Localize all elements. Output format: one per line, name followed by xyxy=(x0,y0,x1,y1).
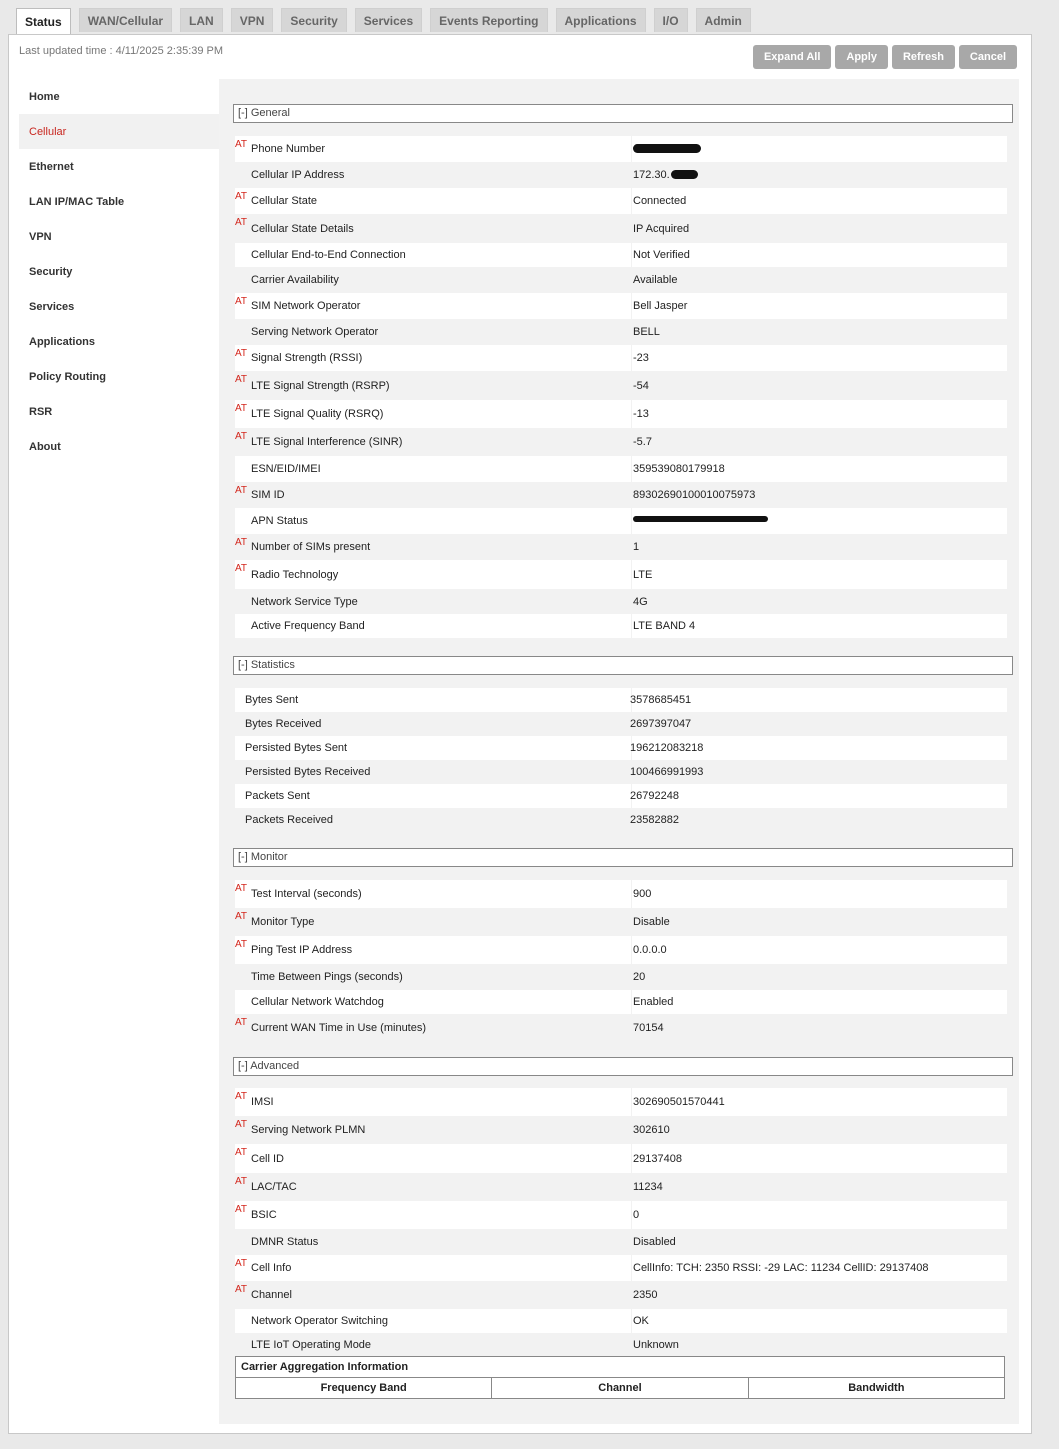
column-divider xyxy=(631,267,632,293)
table-row xyxy=(235,1201,1007,1229)
at-badge: AT xyxy=(235,431,248,442)
row-value: 4G xyxy=(633,595,648,608)
row-value: 89302690100010075973 xyxy=(633,489,756,501)
carrier-aggregation-table xyxy=(235,1356,1005,1399)
row-label: Persisted Bytes Received xyxy=(245,766,371,778)
row-value: 172.30. xyxy=(633,169,670,181)
main-frame xyxy=(8,34,1032,1434)
row-label: Cell ID xyxy=(251,1152,285,1165)
column-divider xyxy=(631,964,632,990)
row-label: LAC/TAC xyxy=(251,1181,297,1193)
at-badge: AT xyxy=(235,1204,248,1215)
row-label: LTE Signal Strength (RSRP) xyxy=(251,379,390,392)
row-label: APN Status xyxy=(251,515,308,527)
table-row xyxy=(235,808,1007,832)
column-divider xyxy=(631,456,632,482)
sidebar-item-cellular[interactable]: Cellular xyxy=(19,114,219,149)
row-value: 29137408 xyxy=(633,1152,682,1165)
row-value: 2350 xyxy=(633,1289,658,1301)
row-label: IMSI xyxy=(251,1096,274,1108)
table-row xyxy=(235,188,1007,214)
row-label: LTE Signal Quality (RSRQ) xyxy=(251,408,384,420)
table-row xyxy=(235,964,1007,990)
column-divider xyxy=(631,162,632,188)
sidebar-item-about[interactable]: About xyxy=(29,440,61,453)
column-divider xyxy=(631,319,632,345)
table-row xyxy=(235,589,1007,614)
row-value: 900 xyxy=(633,888,652,900)
table-row xyxy=(235,534,1007,560)
row-value: CellInfo: TCH: 2350 RSSI: -29 LAC: 11234 CellID: 29137408 xyxy=(633,1262,929,1274)
row-value: Not Verified xyxy=(633,249,690,261)
table-row xyxy=(235,1173,1007,1201)
row-value: 70154 xyxy=(633,1022,664,1034)
carrier-aggregation-title: Carrier Aggregation Information xyxy=(236,1357,1004,1378)
row-value: -5.7 xyxy=(633,436,652,448)
row-value: -13 xyxy=(633,408,649,420)
at-badge: AT xyxy=(235,217,248,228)
tab-wan-cellular[interactable]: WAN/Cellular xyxy=(79,8,172,32)
row-label: Ping Test IP Address xyxy=(251,944,353,956)
column-divider xyxy=(631,880,632,908)
apply-button[interactable]: Apply xyxy=(835,45,888,69)
row-label: Active Frequency Band xyxy=(251,620,365,632)
row-value: 2697397047 xyxy=(630,718,692,730)
table-row xyxy=(235,760,1007,784)
sidebar-item-ethernet[interactable]: Ethernet xyxy=(29,160,74,173)
row-label: LTE Signal Interference (SINR) xyxy=(251,436,403,448)
row-label: LTE IoT Operating Mode xyxy=(251,1339,372,1351)
row-value: 196212083218 xyxy=(630,742,704,754)
table-row xyxy=(235,345,1007,371)
row-value: 11234 xyxy=(633,1181,663,1193)
column-divider xyxy=(631,1281,632,1309)
row-label: Cellular End-to-End Connection xyxy=(251,249,406,261)
row-label: Current WAN Time in Use (minutes) xyxy=(251,1022,427,1034)
table-row xyxy=(235,428,1007,456)
row-value: BELL xyxy=(633,326,660,338)
row-value: Connected xyxy=(633,195,687,207)
at-badge: AT xyxy=(235,1176,248,1187)
row-value: 3578685451 xyxy=(630,694,692,706)
row-label: ESN/EID/IMEI xyxy=(251,463,321,475)
row-label: Test Interval (seconds) xyxy=(251,888,362,900)
tab-lan[interactable]: LAN xyxy=(180,8,223,32)
at-badge: AT xyxy=(235,296,248,307)
table-row xyxy=(235,614,1007,638)
row-value: LTE BAND 4 xyxy=(633,620,696,632)
table-row xyxy=(235,1116,1007,1144)
column-divider xyxy=(631,990,632,1014)
tab-status[interactable]: Status xyxy=(16,8,71,35)
general-section-header[interactable]: [-] General xyxy=(233,104,1013,123)
row-value: Unknown xyxy=(633,1339,679,1351)
tab-applications[interactable]: Applications xyxy=(556,8,646,32)
tab-events-reporting[interactable]: Events Reporting xyxy=(430,8,547,32)
row-label: Persisted Bytes Sent xyxy=(245,742,348,754)
sidebar-item-home[interactable]: Home xyxy=(29,90,60,103)
carrier-aggregation-header xyxy=(236,1378,1004,1398)
column-divider xyxy=(631,1255,632,1281)
row-label: Serving Network Operator xyxy=(251,326,379,338)
statistics-section-header[interactable]: [-] Statistics xyxy=(233,656,1013,675)
at-badge: AT xyxy=(235,1284,248,1295)
column-header: Bandwidth xyxy=(848,1382,905,1394)
table-row xyxy=(235,1333,1007,1357)
row-value: 302610 xyxy=(633,1124,670,1136)
general-rows xyxy=(235,136,1007,638)
monitor-rows xyxy=(235,880,1007,1042)
redaction-scribble xyxy=(633,144,701,153)
column-divider xyxy=(631,400,632,428)
row-label: Network Service Type xyxy=(251,595,358,608)
column-divider xyxy=(631,614,632,638)
row-label: SIM Network Operator xyxy=(251,300,361,312)
column-divider xyxy=(631,1173,632,1201)
tab-security[interactable]: Security xyxy=(281,8,346,32)
column-divider xyxy=(631,243,632,267)
column-divider xyxy=(631,214,632,243)
column-divider xyxy=(631,1309,632,1333)
monitor-section-header[interactable]: [-] Monitor xyxy=(233,848,1013,867)
at-badge: AT xyxy=(235,563,248,574)
row-label: Carrier Availability xyxy=(251,274,339,286)
column-divider xyxy=(631,908,632,936)
expand-all-button[interactable]: Expand All xyxy=(753,45,831,69)
row-label: Cellular Network Watchdog xyxy=(251,996,384,1008)
row-label: Bytes Sent xyxy=(245,694,299,706)
table-row xyxy=(235,712,1007,736)
tab-vpn[interactable]: VPN xyxy=(231,8,274,32)
column-divider xyxy=(631,293,632,319)
table-row xyxy=(235,1144,1007,1173)
row-label: Serving Network PLMN xyxy=(251,1124,366,1136)
column-divider xyxy=(631,534,632,560)
row-label: Cellular State Details xyxy=(251,222,354,235)
row-value: LTE xyxy=(633,568,653,581)
row-label: Signal Strength (RSSI) xyxy=(251,352,363,364)
table-row xyxy=(235,214,1007,243)
row-label: DMNR Status xyxy=(251,1236,319,1248)
column-divider xyxy=(631,1116,632,1144)
table-row xyxy=(235,784,1007,808)
column-divider xyxy=(631,482,632,508)
at-badge: AT xyxy=(235,485,248,496)
sidebar-item-policy-routing[interactable]: Policy Routing xyxy=(29,370,106,383)
table-row xyxy=(235,560,1007,589)
row-label: Radio Technology xyxy=(251,568,339,581)
at-badge: AT xyxy=(235,139,248,150)
table-row xyxy=(235,162,1007,188)
toolbar xyxy=(753,45,1017,69)
row-label: Monitor Type xyxy=(251,916,315,928)
row-label: Phone Number xyxy=(251,143,325,155)
table-row xyxy=(235,319,1007,345)
table-row xyxy=(235,293,1007,319)
table-row xyxy=(235,456,1007,482)
column-divider xyxy=(631,428,632,456)
column-header: Frequency Band xyxy=(236,1378,492,1398)
column-divider xyxy=(631,936,632,964)
tab-services[interactable]: Services xyxy=(355,8,422,32)
column-divider xyxy=(631,1144,632,1173)
column-divider xyxy=(631,1229,632,1255)
table-row xyxy=(235,371,1007,400)
row-value: 359539080179918 xyxy=(633,463,725,475)
row-value: Disable xyxy=(633,916,670,928)
table-row xyxy=(235,1014,1007,1042)
table-row xyxy=(235,908,1007,936)
row-label: Time Between Pings (seconds) xyxy=(251,971,403,983)
at-badge: AT xyxy=(235,1258,248,1269)
row-value: 23582882 xyxy=(630,814,679,826)
table-row xyxy=(235,990,1007,1014)
at-badge: AT xyxy=(235,348,248,359)
redaction-scribble xyxy=(671,170,698,179)
table-row xyxy=(235,267,1007,293)
column-header: Channel xyxy=(492,1378,748,1398)
column-divider xyxy=(631,1088,632,1116)
sidebar-item-applications[interactable]: Applications xyxy=(29,335,96,348)
redaction-scribble xyxy=(633,516,768,522)
row-label: Cell Info xyxy=(251,1262,292,1274)
at-badge: AT xyxy=(235,374,248,385)
row-value: 1 xyxy=(633,541,640,553)
row-label: SIM ID xyxy=(251,489,285,501)
at-badge: AT xyxy=(235,1119,248,1130)
row-value: Enabled xyxy=(633,996,674,1008)
content-panel xyxy=(219,79,1019,1424)
sidebar-item-security[interactable]: Security xyxy=(29,265,73,278)
column-divider xyxy=(631,1201,632,1229)
table-row xyxy=(235,1255,1007,1281)
row-value: 0 xyxy=(633,1209,640,1221)
row-value: 20 xyxy=(633,971,646,983)
row-label: Cellular State xyxy=(251,195,318,207)
row-label: Bytes Received xyxy=(245,718,322,730)
row-label: Channel xyxy=(251,1289,292,1301)
at-badge: AT xyxy=(235,191,248,202)
top-tabs xyxy=(16,8,759,34)
advanced-rows xyxy=(235,1088,1007,1357)
table-row xyxy=(235,508,1007,534)
row-value: 100466991993 xyxy=(630,766,704,778)
column-divider xyxy=(631,1333,632,1357)
row-value: Disabled xyxy=(633,1236,676,1248)
column-divider xyxy=(631,589,632,614)
table-row xyxy=(235,482,1007,508)
statistics-rows xyxy=(235,688,1007,832)
row-label: Network Operator Switching xyxy=(251,1315,388,1327)
row-label: Packets Sent xyxy=(245,790,310,802)
row-value: IP Acquired xyxy=(633,222,690,235)
table-row xyxy=(235,136,1007,162)
at-badge: AT xyxy=(235,1091,248,1102)
row-value: OK xyxy=(633,1315,649,1327)
row-label: BSIC xyxy=(251,1209,277,1221)
at-badge: AT xyxy=(235,403,248,414)
column-divider xyxy=(631,508,632,534)
column-divider xyxy=(631,1014,632,1042)
table-row xyxy=(235,1281,1007,1309)
sidebar-item-services[interactable]: Services xyxy=(29,300,75,313)
table-row xyxy=(235,736,1007,760)
table-row xyxy=(235,1309,1007,1333)
row-value: 302690501570441 xyxy=(633,1096,725,1108)
table-row xyxy=(235,1088,1007,1116)
row-value: Available xyxy=(633,274,678,286)
advanced-section-header[interactable]: [-] Advanced xyxy=(233,1057,1013,1076)
row-value: 0.0.0.0 xyxy=(633,944,667,956)
row-value: -54 xyxy=(633,379,649,392)
column-divider xyxy=(631,371,632,400)
at-badge: AT xyxy=(235,911,248,922)
row-value: Bell Jasper xyxy=(633,300,688,312)
at-badge: AT xyxy=(235,1147,248,1158)
sidebar-item-vpn[interactable]: VPN xyxy=(29,230,52,243)
at-badge: AT xyxy=(235,1017,248,1028)
row-value: 26792248 xyxy=(630,790,679,802)
table-row xyxy=(235,688,1007,712)
at-badge: AT xyxy=(235,939,248,950)
column-divider xyxy=(631,345,632,371)
column-divider xyxy=(631,136,632,162)
table-row xyxy=(235,880,1007,908)
table-row xyxy=(235,400,1007,428)
column-divider xyxy=(631,188,632,214)
sidebar-item-lan-ip-mac-table[interactable]: LAN IP/MAC Table xyxy=(29,195,125,208)
tab-i-o[interactable]: I/O xyxy=(654,8,688,32)
at-badge: AT xyxy=(235,883,248,894)
row-label: Cellular IP Address xyxy=(251,169,345,181)
table-row xyxy=(235,243,1007,267)
table-row xyxy=(235,1229,1007,1255)
table-row xyxy=(235,936,1007,964)
cancel-button[interactable]: Cancel xyxy=(959,45,1017,69)
tab-admin[interactable]: Admin xyxy=(696,8,751,32)
last-updated-text: Last updated time : 4/11/2025 2:35:39 PM xyxy=(19,45,224,57)
refresh-button[interactable]: Refresh xyxy=(892,45,955,69)
column-divider xyxy=(631,560,632,589)
row-label: Packets Received xyxy=(245,814,334,826)
at-badge: AT xyxy=(235,537,248,548)
sidebar xyxy=(19,79,219,464)
row-label: Number of SIMs present xyxy=(251,541,371,553)
row-value: -23 xyxy=(633,352,649,364)
sidebar-item-rsr[interactable]: RSR xyxy=(29,405,53,418)
